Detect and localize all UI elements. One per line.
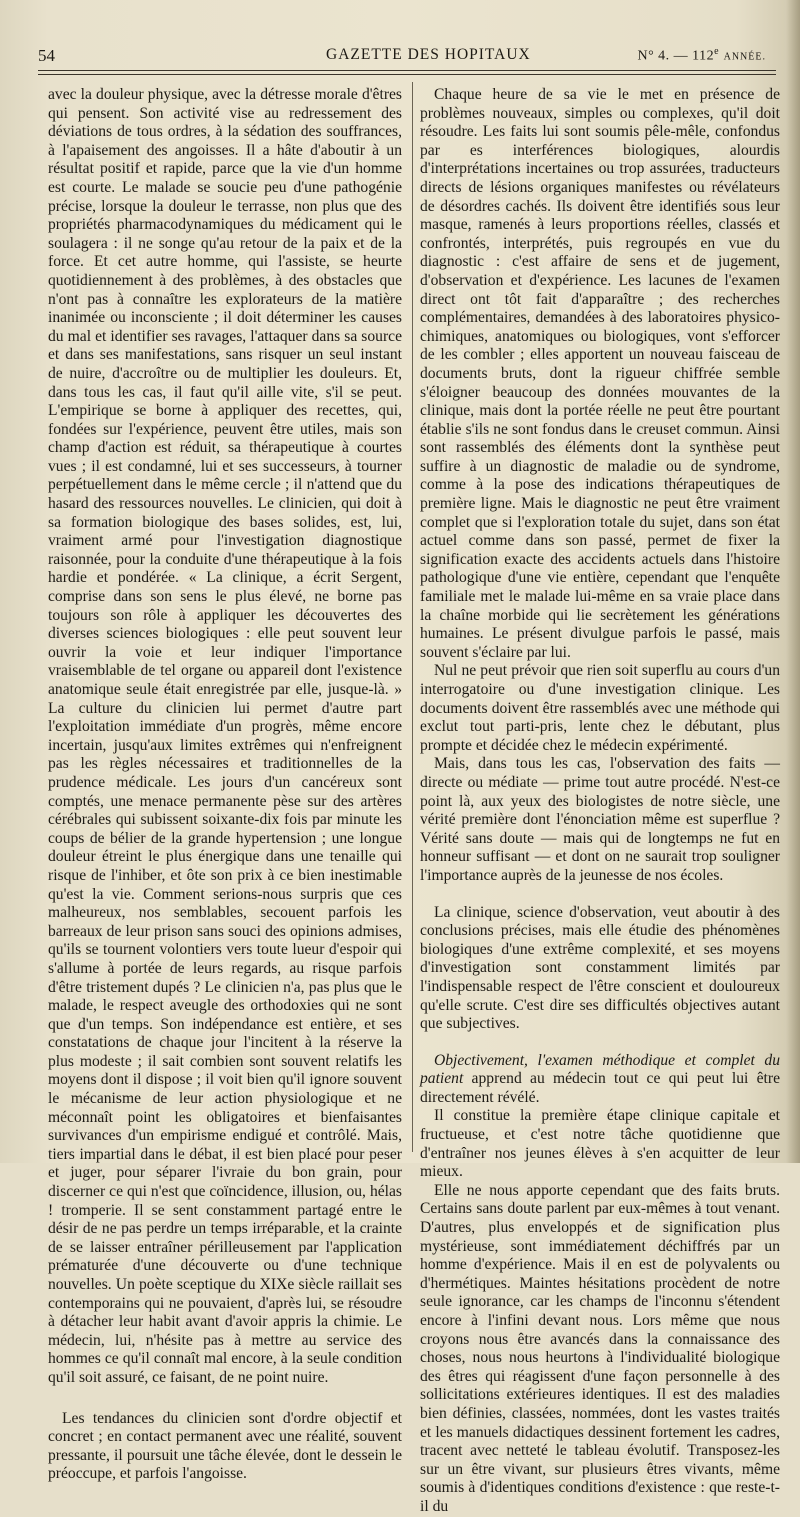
header-rule-bottom [38, 74, 776, 75]
right-paragraph-7: Elle ne nous apporte cependant que des faits bruts. Certains sans doute parlent par eux-mêmes à tout venant. D'autres, plus enveloppés et de signification plus mystérieuse, sont immédiatement déchiffrés par un homme d'expérience. Mais il en est de polyvalents ou d'hermétiques. Maintes hésitations procèdent de notre seule ignorance, car les champs de l'inconnu s'étendent encore à l'infini devant nous. Lors même que nous croyons nous être avancés dans la connaissance des choses, nous nous heurtons à l'individualité biologique des êtres qui réagissent d'une façon personnelle à des sollicitations extérieures identiques. Il est des maladies bien définies, classées, nommées, dont les vastes traités et les manuels didactiques dessinent fortement les cadres, tracent avec netteté le tableau évolutif. Transposez-les sur un être vivant, sur plusieurs êtres vivants, même soumis à d'identiques conditions d'existence : que reste-t-il du [420, 1181, 780, 1515]
issue-year-label: ANNÉE. [723, 51, 766, 63]
column-divider [412, 82, 413, 1152]
right-column [420, 86, 780, 1517]
right-paragraph-6: Il constitue la première étape clinique capitale et fructueuse, et c'est notre tâche quotidienne que d'entraîner nos jeunes élèves à s'en acquitter de leur mieux. [420, 1107, 780, 1181]
right-paragraph-5 [420, 1052, 780, 1108]
left-paragraph-1: avec la douleur physique, avec la détresse morale d'êtres qui pensent. Son activité vise au redressement des déviations de tous ordres, à la sédation des souffrances, à l'apaisement des angoisses. Il a hâte d'aboutir à un résultat positif et rapide, parce que la vie d'un homme est courte. Le malade se soucie peu d'une pathogénie précise, lorsque la douleur le terrasse, non plus que des propriétés pharmacodynamiques du médicament qui le soulagera : il ne songe qu'au retour de la paix et de la force. Et cet autre homme, qui l'assiste, se heurte quotidiennement à des problèmes, à des obstacles que n'ont pas à connaître les explorateurs de la matière inanimée ou inconsciente ; il doit déterminer les causes du mal et identifier ses ravages, l'attaquer dans sa source et dans ses manifestations, sans risquer un seul instant de nuire, d'accroître ou de multiplier les douleurs. Et, dans tous les cas, il faut qu'il aille vite, s'il se peut. L'empirique se borne à appliquer des recettes, qui, fondées sur l'expérience, peuvent être utiles, mais son champ d'action est réduit, sa thérapeutique à courtes vues ; il est condamné, lui et ses successeurs, à tourner perpétuellement dans le même cercle ; il n'attend que du hasard des ressources nouvelles. Le clinicien, qui doit à sa formation biologique des bases solides, est, lui, vraiment armé pour l'investigation diagnostique raisonnée, pour la conduite d'une thérapeutique à la fois hardie et pondérée. « La clinique, a écrit Sergent, comprise dans son sens le plus élevé, ne borne pas toujours son rôle à appliquer les découvertes des diverses sciences biologiques : elle peut souvent leur ouvrir la voie et leur indiquer l'importance vraisemblable de tel organe ou appareil dont l'existence anatomique seule était enregistrée par elle, jusque-là. » La culture du clinicien lui permet d'autre part l'exploitation immédiate d'un progrès, même encore incertain, jusqu'aux limites extrêmes qui n'enfreignent pas les règles nécessaires et traditionnelles de la prudence médicale. Les jours d'un cancéreux sont comptés, une menace permanente pèse sur des artères cérébrales qui subissent soixante-dix fois par minute les coups de bélier de la grande hypertension ; une longue douleur étreint le plus énergique dans une tenaille qui risque de l'inhiber, et ôte son prix à ce bien inestimable qu'est la vie. Comment serions-nous surpris que ces malheureux, nos semblables, secouent parfois les barreaux de leur prison sans souci des opinions admises, qu'ils se tournent volontiers vers toute lueur d'espoir qui s'allume à portée de leurs regards, au risque parfois d'être tristement dupés ? Le clinicien n'a, pas plus que le malade, le respect aveugle des orthodoxies qui ne sont que d'un temps. Son indépendance est entière, et ses constatations de chaque jour l'incitent à la réserve la plus modeste ; il sait combien sont souvent relatifs les moyens dont il dispose ; il voit bien qu'il ignore souvent le mécanisme de leur action physiologique et ne méconnaît point les obligatoires et bienfaisantes survivances d'un empirisme endigué et contrôlé. Mais, tiers impartial dans le débat, il est bien placé pour peser et juger, pour séparer l'ivraie du bon grain, pour discerner ce qui n'est que coïncidence, illusion, ou, hélas ! tromperie. Il se sent constamment partagé entre le désir de ne pas perdre un temps irréparable, et la crainte de se laisser entraîner périlleusement par l'application prématurée d'une découverte ou d'une technique nouvelles. Un poète sceptique du XIXe siècle raillait ses contemporains qui ne pouvaient, d'après lui, se résoudre à détacher leur habit avant d'avoir appris la chimie. Le médecin, lui, n'hésite pas à mettre au service des hommes ce qu'il connaît mal encore, à la seule condition qu'il soit assuré, ce faisant, de ne point nuire. [48, 86, 402, 1386]
left-paragraph-2: Les tendances du clinicien sont d'ordre objectif et concret ; en contact permanent avec une réalité, souvent pressante, il poursuit une tâche élevée, dont le dessein le préoccupe, et parfois l'angoisse. [48, 1409, 402, 1483]
journal-title: GAZETTE DES HOPITAUX [326, 46, 531, 63]
header-rule-top [38, 70, 776, 71]
objectivement-rest: apprend au médecin tout ce qui peut lui être directement révélé. [420, 1070, 780, 1106]
issue-number: N° 4. — 112 [637, 48, 715, 64]
page-number: 54 [38, 46, 55, 65]
right-paragraph-2: Nul ne peut prévoir que rien soit superflu au cours d'un interrogatoire ou d'une investigation clinique. Les documents doivent être rassemblés avec une méthode qui exclut tout parti-pris, lente chez le débutant, plus prompte et décidée chez le médecin expérimenté. [420, 662, 780, 754]
right-paragraph-4: La clinique, science d'observation, veut aboutir à des conclusions précises, mais elle étudie des phénomènes biologiques d'une extrême complexité, et ses moyens d'investigation sont constamment limités par l'indispensable respect de l'être conscient et douloureux qu'elle scrute. C'est dire ses difficultés objectives autant que subjectives. [420, 903, 780, 1033]
issue-info [637, 46, 766, 65]
objectivement-italic: Objectivement, l'examen méthodique et complet du patient [420, 1051, 780, 1088]
issue-ordinal: e [714, 46, 720, 57]
right-paragraph-3: Mais, dans tous les cas, l'observation des faits — directe ou médiate — prime tout autre procédé. N'est-ce point là, aux yeux des biologistes de notre siècle, une vérité première dont l'énonciation même est superflue ? Vérité sans doute — mais qui de longtemps ne fut en honneur suffisant — et dont on ne saurait trop souligner l'importance auprès de la jeunesse de nos écoles. [420, 755, 780, 884]
left-column [48, 86, 402, 1484]
running-header [38, 40, 778, 70]
page-spine-shadow [786, 0, 800, 1163]
right-paragraph-1: Chaque heure de sa vie le met en présence de problèmes nouveaux, simples ou complexes, qu'il doit résoudre. Les faits lui sont soumis pêle-mêle, confondus par es interférences biologiques, alourdis d'interprétations incertaines ou trop assurées, traducteurs directs de lésions organiques manifestes ou révélateurs de désordres cachés. Ils doivent être identifiés sous leur masque, ramenés à leurs proportions réelles, classés et confrontés, interprétés, puis regroupés en vue du diagnostic : c'est affaire de sens et de jugement, d'observation et d'expérience. Les lacunes de l'examen direct ont tôt fait d'apparaître ; des recherches complémentaires, demandées à des laboratoires physico-chimiques, anatomiques ou biologiques, vont s'efforcer de les combler ; elles apportent un nouveau faisceau de documents bruts, dont la rigueur chiffrée semble s'éloigner beaucoup des données mouvantes de la clinique, mais dont la portée réelle ne peut être pourtant établie s'ils ne sont fondus dans le creuset commun. Ainsi sont rassemblés des éléments dont la synthèse peut suffire à un diagnostic de maladie ou de syndrome, comme à la pose des indications thérapeutiques de première ligne. Mais le diagnostic ne peut être vraiment complet que si l'exploration totale du sujet, dans son état actuel comme dans son passé, permet de fixer la signification exacte des accidents actuels dans l'histoire pathologique d'une vie entière, cependant que l'enquête familiale met le malade lui-même en sa vraie place dans la chaîne morbide qui lie secrètement les générations humaines. Le présent divulgue parfois le passé, mais souvent s'éclaire par lui. [420, 86, 780, 661]
